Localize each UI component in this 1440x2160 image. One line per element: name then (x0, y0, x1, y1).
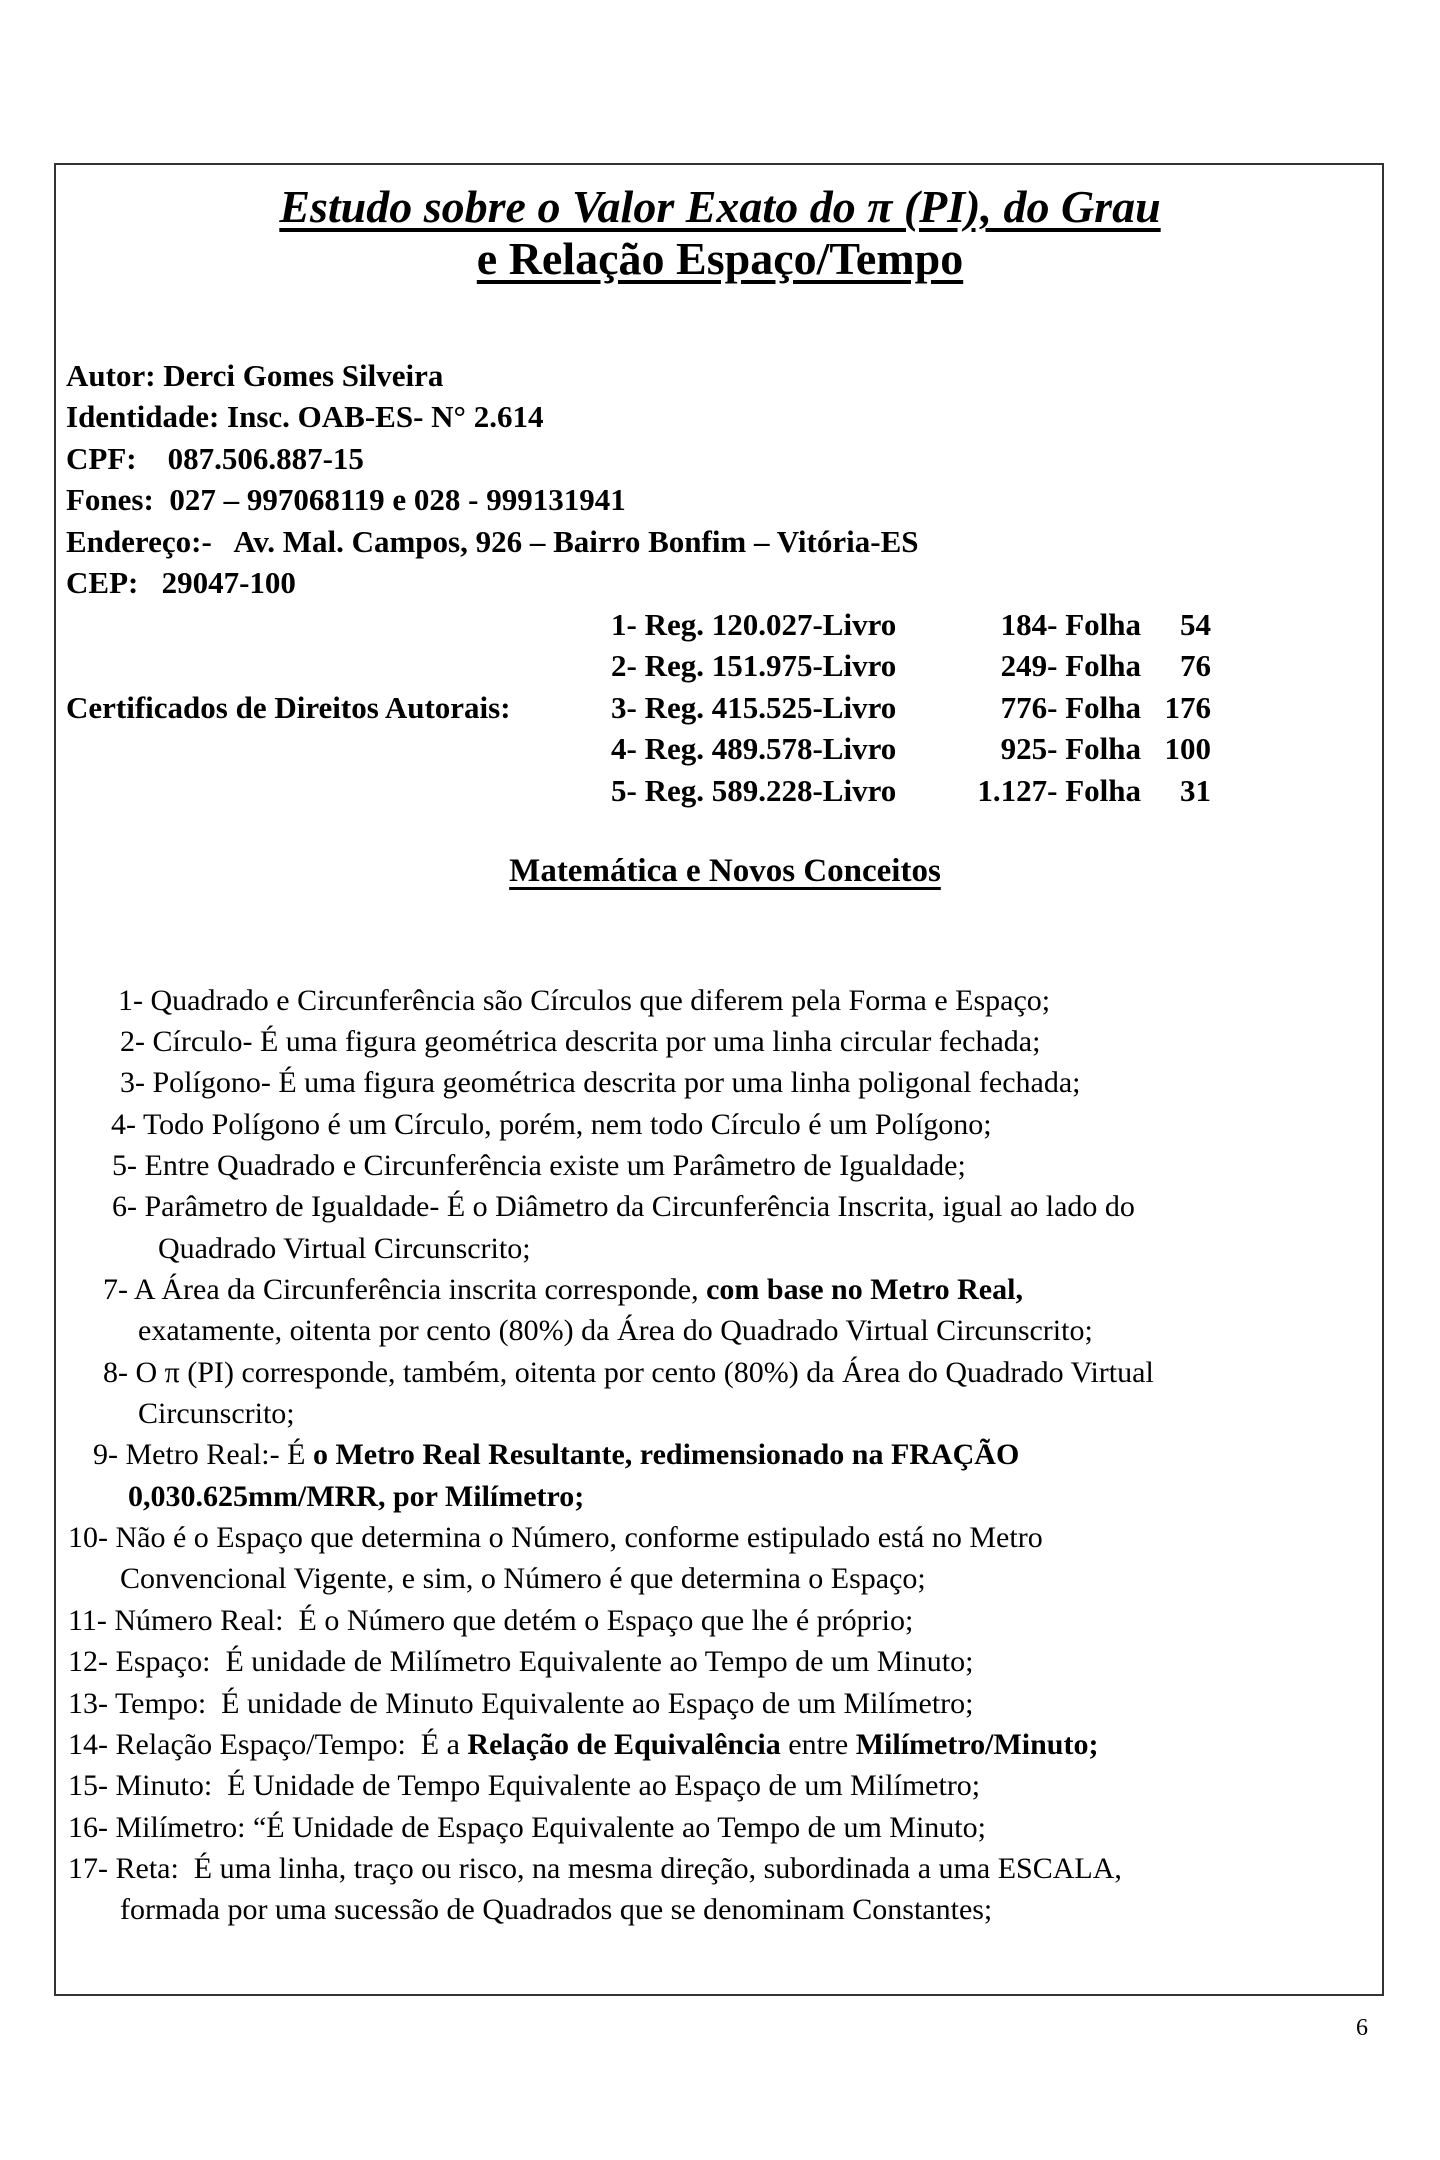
list-item-8-continuation: Circunscrito; (138, 1397, 295, 1430)
registration-row (611, 645, 1211, 686)
section-heading (0, 851, 1440, 892)
registration-livro: 776- Folha (1000, 690, 1141, 725)
cpf-line: CPF: 087.506.887-15 (66, 441, 364, 476)
list-item-14-bold-2: Milímetro/Minuto; (855, 1728, 1099, 1761)
page-number: 6 (1356, 2015, 1368, 2041)
list-item-17: 17- Reta: É uma linha, traço ou risco, na mesma direção, subordinada a uma ESCALA, (68, 1852, 1122, 1885)
list-item-13: 13- Tempo: É unidade de Minuto Equivalente ao Espaço de um Milímetro; (68, 1687, 974, 1720)
list-item-7-continuation: exatamente, oitenta por cento (80%) da Área do Quadrado Virtual Circunscrito; (138, 1314, 1093, 1347)
registration-livro: 1.127- Folha (977, 773, 1141, 808)
section-heading-text: Matemática e Novos Conceitos (509, 853, 941, 889)
list-item-16: 16- Milímetro: “É Unidade de Espaço Equivalente ao Tempo de um Minuto; (68, 1811, 986, 1844)
list-item-7-bold: com base no Metro Real, (706, 1273, 1023, 1306)
list-item-14 (68, 1724, 1098, 1765)
registration-number: 4- Reg. 489.578-Livro (611, 731, 897, 766)
list-item-9-continuation: 0,030.625mm/MRR, por Milímetro; (128, 1480, 585, 1513)
list-item-3: 3- Polígono- É uma figura geométrica descrita por uma linha poligonal fechada; (120, 1066, 1081, 1099)
identity-line: Identidade: Insc. OAB-ES- N° 2.614 (66, 399, 544, 434)
registration-livro: 249- Folha (1000, 648, 1141, 683)
certificates-label: Certificados de Direitos Autorais: (66, 690, 511, 725)
list-item-10: 10- Não é o Espaço que determina o Número, conforme estipulado está no Metro (68, 1521, 1043, 1554)
registration-folha: 76 (1180, 648, 1211, 683)
registration-number: 3- Reg. 415.525-Livro (611, 690, 897, 725)
registration-folha: 31 (1180, 773, 1211, 808)
address-line: Endereço:- Av. Mal. Campos, 926 – Bairro Bonfim – Vitória-ES (66, 524, 919, 559)
list-item-17-continuation: formada por uma sucessão de Quadrados que se denominam Constantes; (120, 1893, 993, 1926)
phones-line: Fones: 027 – 997068119 e 028 - 999131941 (66, 482, 626, 517)
registration-livro: 184- Folha (1000, 607, 1141, 642)
registration-folha: 54 (1180, 607, 1211, 642)
cep-line: CEP: 29047-100 (66, 565, 296, 600)
list-item-9 (93, 1434, 1019, 1475)
list-item-11: 11- Número Real: É o Número que detém o Espaço que lhe é próprio; (68, 1604, 914, 1637)
list-item-14-text: 14- Relação Espaço/Tempo: É a (68, 1728, 468, 1761)
registration-folha: 100 (1164, 731, 1211, 766)
document-title-line-2 (0, 232, 1440, 286)
registration-livro: 925- Folha (1000, 731, 1141, 766)
list-item-4: 4- Todo Polígono é um Círculo, porém, nem todo Círculo é um Polígono; (111, 1108, 992, 1141)
title-text-1: Estudo sobre o Valor Exato do π (PI), do Grau (279, 181, 1161, 232)
list-item-9-text: 9- Metro Real:- É (93, 1438, 313, 1471)
list-item-6: 6- Parâmetro de Igualdade- É o Diâmetro da Circunferência Inscrita, igual ao lado do (112, 1190, 1135, 1223)
list-item-7 (103, 1269, 1023, 1310)
registration-row (611, 728, 1211, 769)
registration-number: 5- Reg. 589.228-Livro (611, 773, 897, 808)
list-item-6-continuation: Quadrado Virtual Circunscrito; (158, 1232, 531, 1265)
list-item-10-continuation: Convencional Vigente, e sim, o Número é que determina o Espaço; (120, 1562, 926, 1595)
registration-number: 1- Reg. 120.027-Livro (611, 607, 897, 642)
list-item-15: 15- Minuto: É Unidade de Tempo Equivalente ao Espaço de um Milímetro; (68, 1769, 981, 1802)
registration-row (611, 770, 1211, 811)
list-item-7-text: 7- A Área da Circunferência inscrita corresponde, (103, 1273, 707, 1306)
list-item-14-text-2: entre (780, 1728, 856, 1761)
list-item-2: 2- Círculo- É uma figura geométrica descrita por uma linha circular fechada; (120, 1025, 1041, 1058)
list-item-1: 1- Quadrado e Circunferência são Círculos que diferem pela Forma e Espaço; (118, 984, 1051, 1017)
list-item-9-bold: o Metro Real Resultante, redimensionado na FRAÇÃO (312, 1438, 1020, 1471)
list-item-8: 8- O π (PI) corresponde, também, oitenta por cento (80%) da Área do Quadrado Virtual (103, 1356, 1154, 1389)
registration-row (611, 687, 1211, 728)
author-line: Autor: Derci Gomes Silveira (66, 358, 444, 393)
registration-number: 2- Reg. 151.975-Livro (611, 648, 897, 683)
document-title-line-1 (0, 180, 1440, 234)
registration-row (611, 604, 1211, 645)
registration-folha: 176 (1164, 690, 1211, 725)
list-item-14-bold-1: Relação de Equivalência (467, 1728, 781, 1761)
list-item-5: 5- Entre Quadrado e Circunferência existe um Parâmetro de Igualdade; (112, 1149, 966, 1182)
title-text-2: e Relação Espaço/Tempo (476, 233, 964, 284)
list-item-12: 12- Espaço: É unidade de Milímetro Equivalente ao Tempo de um Minuto; (68, 1645, 974, 1678)
